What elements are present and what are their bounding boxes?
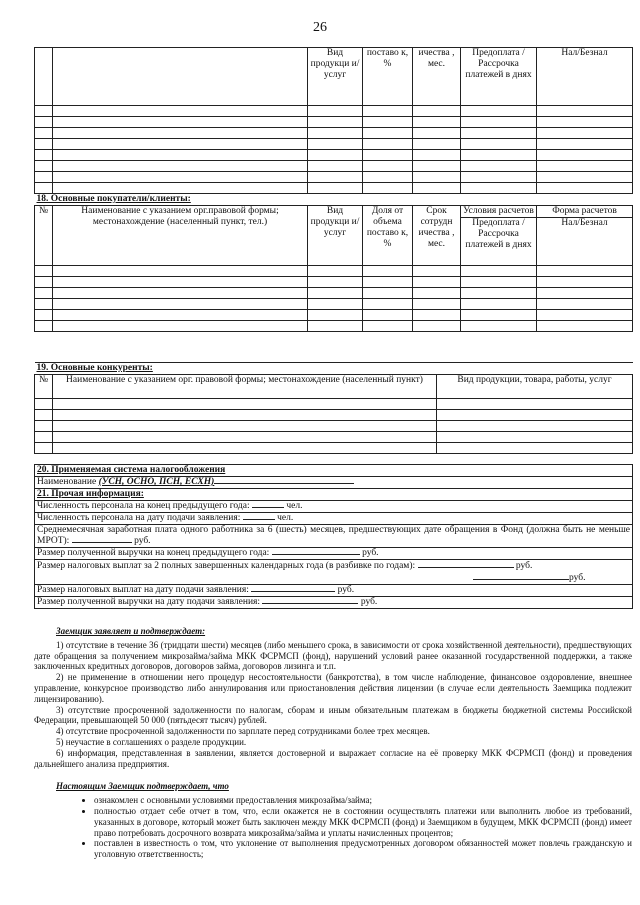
tax-2y-label: Размер налоговых выплат за 2 полных завершенных календарных года (в разбивке по годам): bbox=[37, 561, 416, 571]
col-terms: Условия расчетов bbox=[461, 206, 537, 218]
table-row[interactable] bbox=[35, 106, 633, 117]
top-table bbox=[34, 47, 633, 194]
tax-now-field[interactable] bbox=[35, 585, 633, 597]
table-row[interactable] bbox=[35, 128, 633, 139]
unit-rub: руб. bbox=[360, 597, 378, 607]
table-row[interactable] bbox=[35, 421, 633, 432]
staff-prev-label: Численность персонала на конец предыдущего года: bbox=[37, 501, 250, 511]
col-kind: Вид продукции, товара, работы, услуг bbox=[437, 375, 633, 399]
table-row[interactable] bbox=[35, 310, 633, 321]
header-kind: Вид продукци и/услуг bbox=[308, 48, 363, 106]
staff-prev-field[interactable] bbox=[35, 501, 633, 513]
declaration-item: 6) информация, представленная в заявлении, является достоверной и выражает согласие на её проверку МКК ФСРМСП (фонд) и проведения дальнейшего анализа предприятия. bbox=[34, 747, 632, 769]
salary-label: Среднемесячная заработная плата одного работника за 6 (шесть) месяцев, предшествующих дате обращения в Фонд (должна быть не меньше МРОТ): bbox=[37, 525, 630, 546]
table-row[interactable] bbox=[35, 150, 633, 161]
revenue-prev-field[interactable] bbox=[35, 548, 633, 560]
table-row[interactable] bbox=[35, 266, 633, 277]
table-row[interactable] bbox=[35, 139, 633, 150]
unit-people: чел. bbox=[277, 513, 294, 523]
section20-title: 20. Применяемая система налогообложения bbox=[35, 465, 633, 477]
table-row[interactable] bbox=[35, 299, 633, 310]
col-share: Доля от объема поставо к, % bbox=[363, 206, 413, 266]
staff-now-field[interactable] bbox=[35, 513, 633, 525]
col-prepay: Предоплата / Рассрочка платежей в днях bbox=[461, 218, 537, 266]
col-name: Наименование с указанием орг.правовой формы; местонахождение (населенный пункт, тел.) bbox=[53, 206, 308, 266]
table-row[interactable] bbox=[35, 410, 633, 421]
info-table bbox=[34, 464, 633, 609]
revenue-now-label: Размер полученной выручки на дату подачи заявления: bbox=[37, 597, 261, 607]
header-share: поставо к, % bbox=[363, 48, 413, 106]
declaration-item: 3) отсутствие просроченной задолженности по налогам, сборам и иным обязательным платежам в бюджеты бюджетной системы Российской Федерации, превышающей 50 000 (пятьдесят тысяч) рублей. bbox=[34, 704, 632, 726]
col-cash: Нал/Безнал bbox=[537, 218, 633, 266]
tax-now-label: Размер налоговых выплат на дату подачи заявления: bbox=[37, 585, 249, 595]
declaration-item: 5) неучастие в соглашениях о разделе продукции. bbox=[56, 736, 247, 747]
section19-table bbox=[34, 362, 633, 454]
confirm-item: • поставлен в известность о том, что уклонение от выполнения предусмотренных договором обязанностей может повлечь гражданскую и уголовную ответственность; bbox=[94, 838, 632, 860]
confirm-item: • полностью отдает себе отчет в том, что, если окажется не в состоянии осуществлять платежи или выполнить любое из требований, указанных в договоре, который может быть заключен между МКК ФСРМСП (фонд) и Заемщиком в будущем, МКК ФСРМСП (фонд) имеет право потребовать досрочного возврата микрозайма/займа и уплаты начисленных процентов; bbox=[94, 806, 632, 838]
table-row[interactable] bbox=[35, 172, 633, 183]
tax-2y-field[interactable] bbox=[35, 560, 633, 585]
table-row[interactable] bbox=[35, 117, 633, 128]
confirm-heading: Настоящим Заемщик подтверждает, что bbox=[56, 781, 229, 792]
declaration-item: 4) отсутствие просроченной задолженности по зарплате перед сотрудниками более трех месяцев. bbox=[56, 726, 430, 737]
staff-now-label: Численность персонала на дату подачи заявления: bbox=[37, 513, 241, 523]
header-term: ичества , мес. bbox=[413, 48, 461, 106]
section19-title: 19. Основные конкуренты: bbox=[35, 363, 633, 375]
unit-people: чел. bbox=[286, 501, 303, 511]
col-no: № bbox=[35, 375, 53, 399]
declaration-block bbox=[34, 626, 632, 860]
confirm-item: • ознакомлен с основными условиями предоставления микрозайма/займа; bbox=[94, 795, 632, 806]
table-row[interactable] bbox=[35, 277, 633, 288]
tax-system-options: (УСН, ОСНО, ПСН, ЕСХН) bbox=[98, 477, 215, 487]
declaration-item: 1) отсутствие в течение 36 (тридцати шести) месяцев (либо меньшего срока, в зависимости от срока хозяйственной деятельности), предшествующих дате обращения за получением микрозайма/займа МКК ФСРМСП (фонд), нарушений условий ранее оказанной государственной поддержки, а также заключенных кредитных договоров, договоров займа, договоров лизинга и т.п. bbox=[34, 639, 632, 672]
col-no: № bbox=[35, 206, 53, 266]
salary-field[interactable] bbox=[35, 525, 633, 548]
section21-title: 21. Прочая информация: bbox=[35, 489, 633, 501]
revenue-now-field[interactable] bbox=[35, 597, 633, 609]
unit-rub: руб. bbox=[569, 573, 586, 583]
col-name: Наименование с указанием орг. правовой формы; местонахождение (населенный пункт) bbox=[53, 375, 437, 399]
table-row[interactable] bbox=[35, 288, 633, 299]
declaration-item: 2) не применение в отношении него процедур несостоятельности (банкротства), в том числе наблюдение, финансовое оздоровление, внешнее управление, конкурсное производство либо аннулирования или приостановления действия лицензии (в случае если деятельность Заемщика подлежит лицензированию). bbox=[34, 672, 632, 704]
table-row[interactable] bbox=[35, 161, 633, 172]
table-row[interactable] bbox=[35, 183, 633, 194]
section18-title: 18. Основные покупатели/клиенты: bbox=[35, 194, 633, 206]
table-row[interactable] bbox=[35, 443, 633, 454]
revenue-prev-label: Размер полученной выручки на конец предыдущего года: bbox=[37, 548, 270, 558]
unit-rub: руб. bbox=[337, 585, 355, 595]
col-kind: Вид продукци и/услуг bbox=[308, 206, 363, 266]
declaration-heading: Заемщик заявляет и подтверждает: bbox=[56, 626, 206, 636]
table-row[interactable] bbox=[35, 399, 633, 410]
tax-system-label: Наименование bbox=[37, 477, 97, 487]
header-cash: Нал/Безнал bbox=[537, 48, 633, 106]
page-number: 26 bbox=[313, 20, 327, 35]
col-form: Форма расчетов bbox=[537, 206, 633, 218]
unit-rub: руб. bbox=[134, 536, 151, 546]
section18-table bbox=[34, 193, 633, 332]
unit-rub: руб. bbox=[515, 561, 533, 571]
table-row[interactable] bbox=[35, 432, 633, 443]
table-row[interactable] bbox=[35, 321, 633, 332]
confirm-list bbox=[34, 795, 632, 860]
header-prepay: Предоплата / Рассрочка платежей в днях bbox=[461, 48, 537, 106]
tax-system-field[interactable] bbox=[35, 477, 633, 489]
unit-rub: руб. bbox=[362, 548, 379, 558]
col-term: Срок сотрудн ичества , мес. bbox=[413, 206, 461, 266]
